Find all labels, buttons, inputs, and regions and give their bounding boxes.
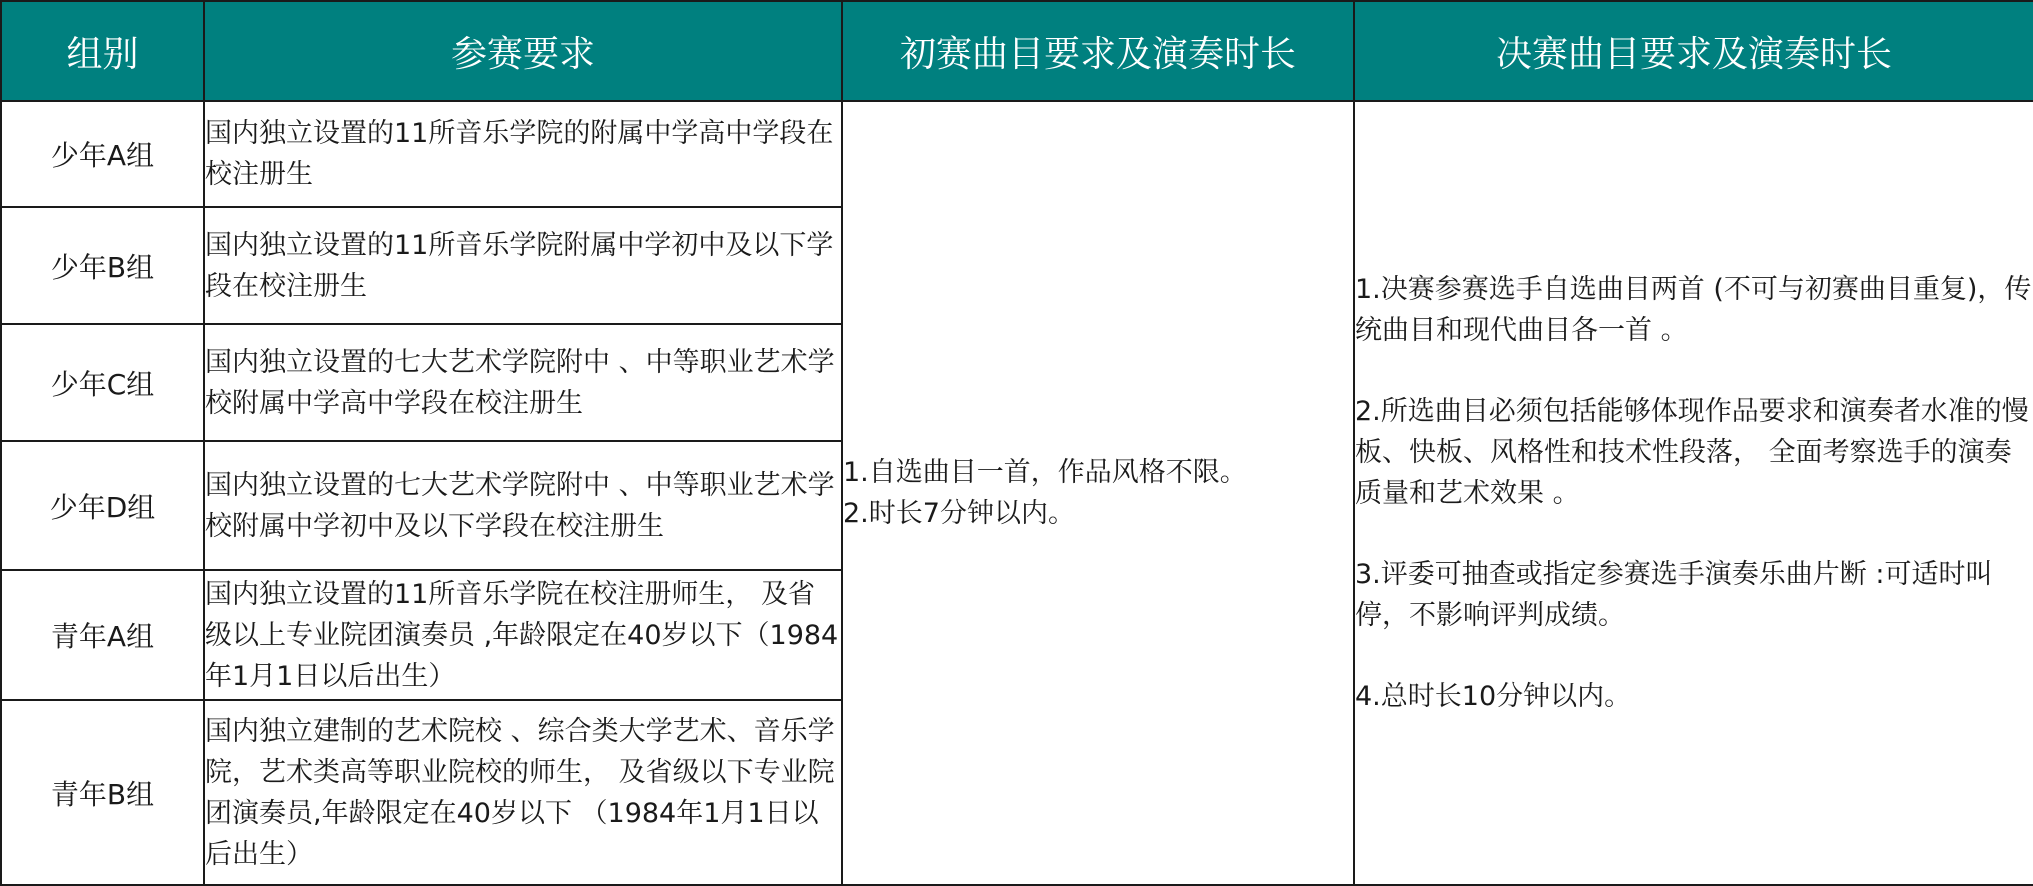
header-row [1, 1, 2033, 101]
header-requirement: 参赛要求 [204, 1, 842, 101]
requirement-cell: 国内独立设置的七大艺术学院附中 、中等职业艺术学校附属中学初中及以下学段在校注册生 [204, 441, 842, 570]
group-cell: 少年A组 [1, 101, 204, 207]
header-group: 组别 [1, 1, 204, 101]
final-item: 1.决赛参赛选手自选曲目两首 (不可与初赛曲目重复)，传统曲目和现代曲目各一首 。 [1355, 274, 2032, 346]
table-row [1, 101, 2033, 207]
requirement-cell: 国内独立设置的11所音乐学院的附属中学高中学段在校注册生 [204, 101, 842, 207]
group-cell: 青年B组 [1, 700, 204, 885]
requirement-cell: 国内独立设置的11所音乐学院附属中学初中及以下学段在校注册生 [204, 207, 842, 324]
preliminary-cell [842, 101, 1354, 885]
final-item: 2.所选曲目必须包括能够体现作品要求和演奏者水准的慢板、快板、风格性和技术性段落， 全面考察选手的演奏质量和艺术效果 。 [1355, 396, 2029, 509]
requirement-cell: 国内独立建制的艺术院校 、综合类大学艺术、音乐学院，艺术类高等职业院校的师生， 及省级以下专业院团演奏员,年龄限定在40岁以下 （1984年1月1日以后出生） [204, 700, 842, 885]
preliminary-item: 1.自选曲目一首，作品风格不限。 [843, 457, 1247, 488]
group-cell: 少年C组 [1, 324, 204, 441]
header-preliminary: 初赛曲目要求及演奏时长 [842, 1, 1354, 101]
preliminary-item: 2.时长7分钟以内。 [843, 498, 1075, 529]
group-cell: 青年A组 [1, 570, 204, 700]
requirement-cell: 国内独立设置的11所音乐学院在校注册师生， 及省级以上专业院团演奏员 ,年龄限定在40岁以下（1984年1月1日以后出生） [204, 570, 842, 700]
final-item: 3.评委可抽查或指定参赛选手演奏乐曲片断 :可适时叫停，不影响评判成绩。 [1355, 559, 1993, 631]
final-cell [1354, 101, 2033, 885]
final-item: 4.总时长10分钟以内。 [1355, 681, 1632, 712]
header-final: 决赛曲目要求及演奏时长 [1354, 1, 2033, 101]
group-cell: 少年D组 [1, 441, 204, 570]
group-cell: 少年B组 [1, 207, 204, 324]
requirement-cell: 国内独立设置的七大艺术学院附中 、中等职业艺术学校附属中学高中学段在校注册生 [204, 324, 842, 441]
